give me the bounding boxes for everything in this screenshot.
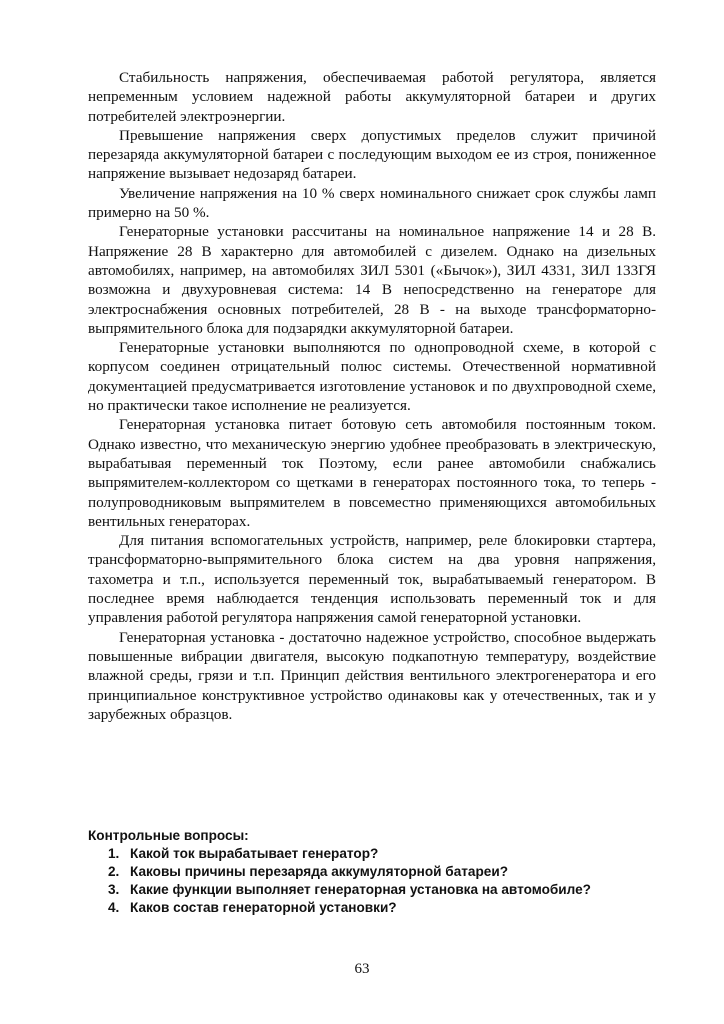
question-item [108, 863, 656, 881]
paragraph-rated-voltage: Генераторные установки рассчитаны на номинальное напряжение 14 и 28 В. Напряжение 28 В характерно для автомобилей с дизелем. Однако на дизельных автомобилях, например, на автомобилях ЗИЛ 5301 («Бычок»), ЗИЛ 4331, ЗИЛ 133ГЯ возможна и двухуровневая система: 14 В непосредственно на генераторе для электроснабжения основных потребителей, 28 В - на выходе трансформаторно-выпрямительного блока для подзарядки аккумуляторной батареи. [88, 223, 656, 337]
question-item [108, 899, 656, 917]
question-number: 2. [108, 864, 120, 879]
question-number: 3. [108, 882, 120, 897]
paragraph-reliability: Генераторная установка - достаточно надежное устройство, способное выдержать повышенные вибрации двигателя, высокую подкапотную температуру, воздействие влажной среды, грязи и т.п. Принцип действия вентильного электрогенератора и его принципиальное конструктивное устройство одинаковы как у отечественных, так и у зарубежных образцов. [88, 628, 656, 723]
body-text [88, 68, 656, 724]
question-item [108, 845, 656, 863]
question-item [108, 881, 656, 899]
question-text: Какой ток вырабатывает генератор? [130, 846, 379, 861]
question-text: Каковы причины перезаряда аккумуляторной батареи? [130, 864, 509, 879]
paragraph-lamp-life: Увеличение напряжения на 10 % сверх номинального снижает срок службы ламп примерно на 50 %. [88, 184, 656, 222]
paragraph-auxiliary-devices: Для питания вспомогательных устройств, например, реле блокировки стартера, трансформаторно-выпрямительного блока систем на два уровня напряжения, тахометра и т.п., используется переменный ток, вырабатываемый генератором. В последнее время наблюдается тенденция использовать переменный ток и для управления работой регулятора напряжения самой генераторной установки. [88, 532, 656, 627]
question-text: Каков состав генераторной установки? [130, 900, 397, 915]
paragraph-direct-current: Генераторная установка питает ботовую сеть автомобиля постоянным током. Однако известно, что механическую энергию удобнее преобразовать в электрическую, вырабатывая переменный ток Поэтому, если ранее автомобили снабжались выпрямителем-коллектором со щетками в генераторах постоянного тока, то теперь - полупроводниковым выпрямителем в повсеместно применяющихся автомобильных вентильных генераторах. [88, 416, 656, 530]
page-number: 63 [354, 961, 370, 977]
questions-list [88, 845, 656, 917]
paragraph-overvoltage: Превышение напряжения сверх допустимых пределов служит причиной перезаряда аккумуляторной батареи с последующим выходом ее из строя, пониженное напряжение вызывает недозаряд батареи. [88, 126, 656, 183]
questions-heading: Контрольные вопросы: [88, 828, 249, 843]
control-questions [88, 827, 656, 917]
paragraph-single-wire: Генераторные установки выполняются по однопроводной схеме, в которой с корпусом соединен отрицательный полюс системы. Отечественной нормативной документацией предусматривается изготовление установок и по двухпроводной схеме, но практически такое исполнение не реализуется. [88, 339, 656, 415]
question-text: Какие функции выполняет генераторная установка на автомобиле? [130, 882, 591, 897]
paragraph-voltage-stability: Стабильность напряжения, обеспечиваемая работой регулятора, является непременным условием надежной работы аккумуляторной батареи и других потребителей электроэнергии. [88, 69, 656, 125]
question-number: 4. [108, 900, 120, 915]
question-number: 1. [108, 846, 120, 861]
